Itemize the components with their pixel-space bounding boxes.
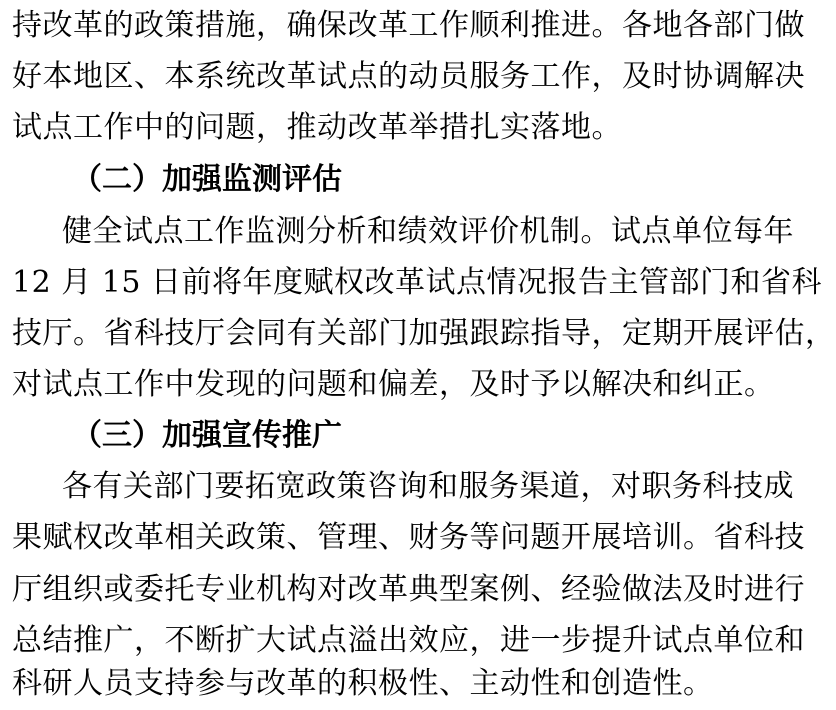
paragraph-line: 果赋权改革相关政策、管理、财务等问题开展培训。省科技 [12, 520, 805, 555]
paragraph-line: 试点工作中的问题，推动改革举措扎实落地。 [12, 110, 622, 145]
paragraph-line: 科研人员支持参与改革的积极性、主动性和创造性。 [12, 666, 714, 701]
paragraph-line: 持改革的政策措施，确保改革工作顺利推进。各地各部门做 [12, 8, 805, 43]
paragraph-line: 总结推广，不断扩大试点溢出效应，进一步提升试点单位和 [12, 623, 805, 658]
section-heading-monitoring: （二）加强监测评估 [72, 162, 342, 197]
paragraph-line: 技厅。省科技厅会同有关部门加强跟踪指导，定期开展评估， [12, 316, 836, 351]
paragraph-line: 12 月 15 日前将年度赋权改革试点情况报告主管部门和省科 [12, 265, 822, 300]
paragraph-line: 对试点工作中发现的问题和偏差，及时予以解决和纠正。 [12, 367, 775, 402]
paragraph-line: 厅组织或委托专业机构对改革典型案例、经验做法及时进行 [12, 572, 805, 607]
paragraph-line: 好本地区、本系统改革试点的动员服务工作，及时协调解决 [12, 59, 805, 94]
paragraph-line: 健全试点工作监测分析和绩效评价机制。试点单位每年 [62, 214, 794, 249]
paragraph-line: 各有关部门要拓宽政策咨询和服务渠道，对职务科技成 [62, 469, 794, 504]
section-heading-promotion: （三）加强宣传推广 [72, 418, 342, 453]
